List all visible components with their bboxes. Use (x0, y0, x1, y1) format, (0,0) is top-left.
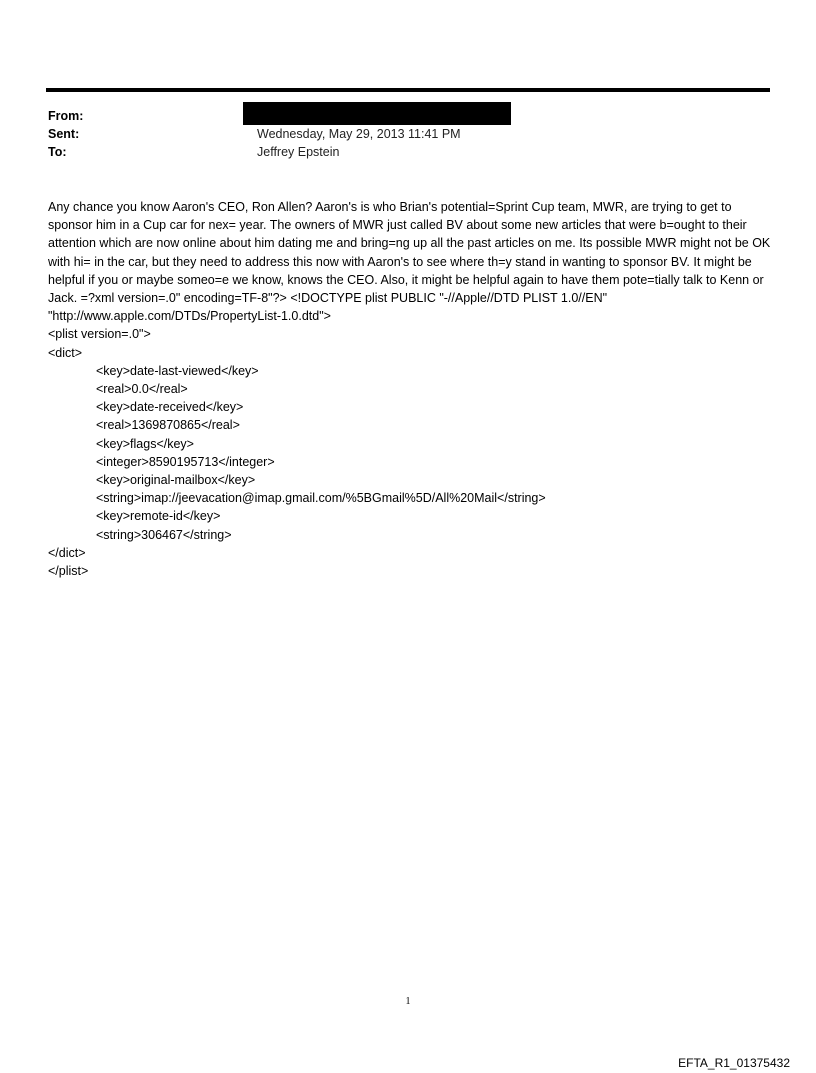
plist-line: <key>original-mailbox</key> (96, 473, 256, 488)
body-paragraph: Any chance you know Aaron's CEO, Ron Allen? Aaron's is who Brian's potential=Sprint Cup team, MWR, are trying to get to sponsor him in a Cup car for nex= year. The owners of MWR just called BV about some new articles that were b=ought to their attention which are now online about him dating me and bring=ng up all the past articles on me. Its possible MWR might not be OK with hi= in the car, but they need to address this now with Aaron's to see where th=y stand in wanting to sponsor BV. It might be helpful if you or maybe someo=e we know, knows the CEO. Also, it might be helpful again to have them pote=tially talk to Kenn or Jack. =?xml version=.0" encoding=TF-8"?> <!DOCTYPE plist PUBLIC "-//Apple//DTD PLIST 1.0//EN" "http://www.apple.com/DTDs/PropertyList-1.0.dtd"> (48, 200, 771, 324)
plist-line: <real>1369870865</real> (96, 418, 240, 433)
email-body (48, 198, 773, 580)
document-id: EFTA_R1_01375432 (678, 1056, 790, 1070)
plist-line: <key>date-received</key> (96, 400, 244, 415)
plist-line: </plist> (48, 564, 89, 579)
plist-line: <real>0.0</real> (96, 382, 188, 397)
plist-line: <string>306467</string> (96, 527, 232, 542)
plist-line: <dict> (48, 345, 83, 360)
redaction-box (243, 102, 511, 125)
page-number: 1 (405, 996, 411, 1007)
plist-line: <string>imap://jeevacation@imap.gmail.com/%5BGmail%5D/All%20Mail</string> (96, 491, 546, 506)
plist-line: </dict> (48, 545, 86, 560)
plist-line: <key>remote-id</key> (96, 509, 221, 524)
sent-label: Sent: (48, 127, 80, 141)
plist-line: <plist version=.0"> (48, 327, 151, 342)
plist-line: <key>flags</key> (96, 436, 194, 451)
plist-line: <key>date-last-viewed</key> (96, 363, 259, 378)
to-label: To: (48, 145, 67, 159)
sent-value: Wednesday, May 29, 2013 11:41 PM (257, 127, 461, 141)
to-value: Jeffrey Epstein (257, 145, 340, 159)
from-label: From: (48, 109, 84, 123)
plist-line: <integer>8590195713</integer> (96, 454, 275, 469)
header-divider (46, 88, 770, 92)
